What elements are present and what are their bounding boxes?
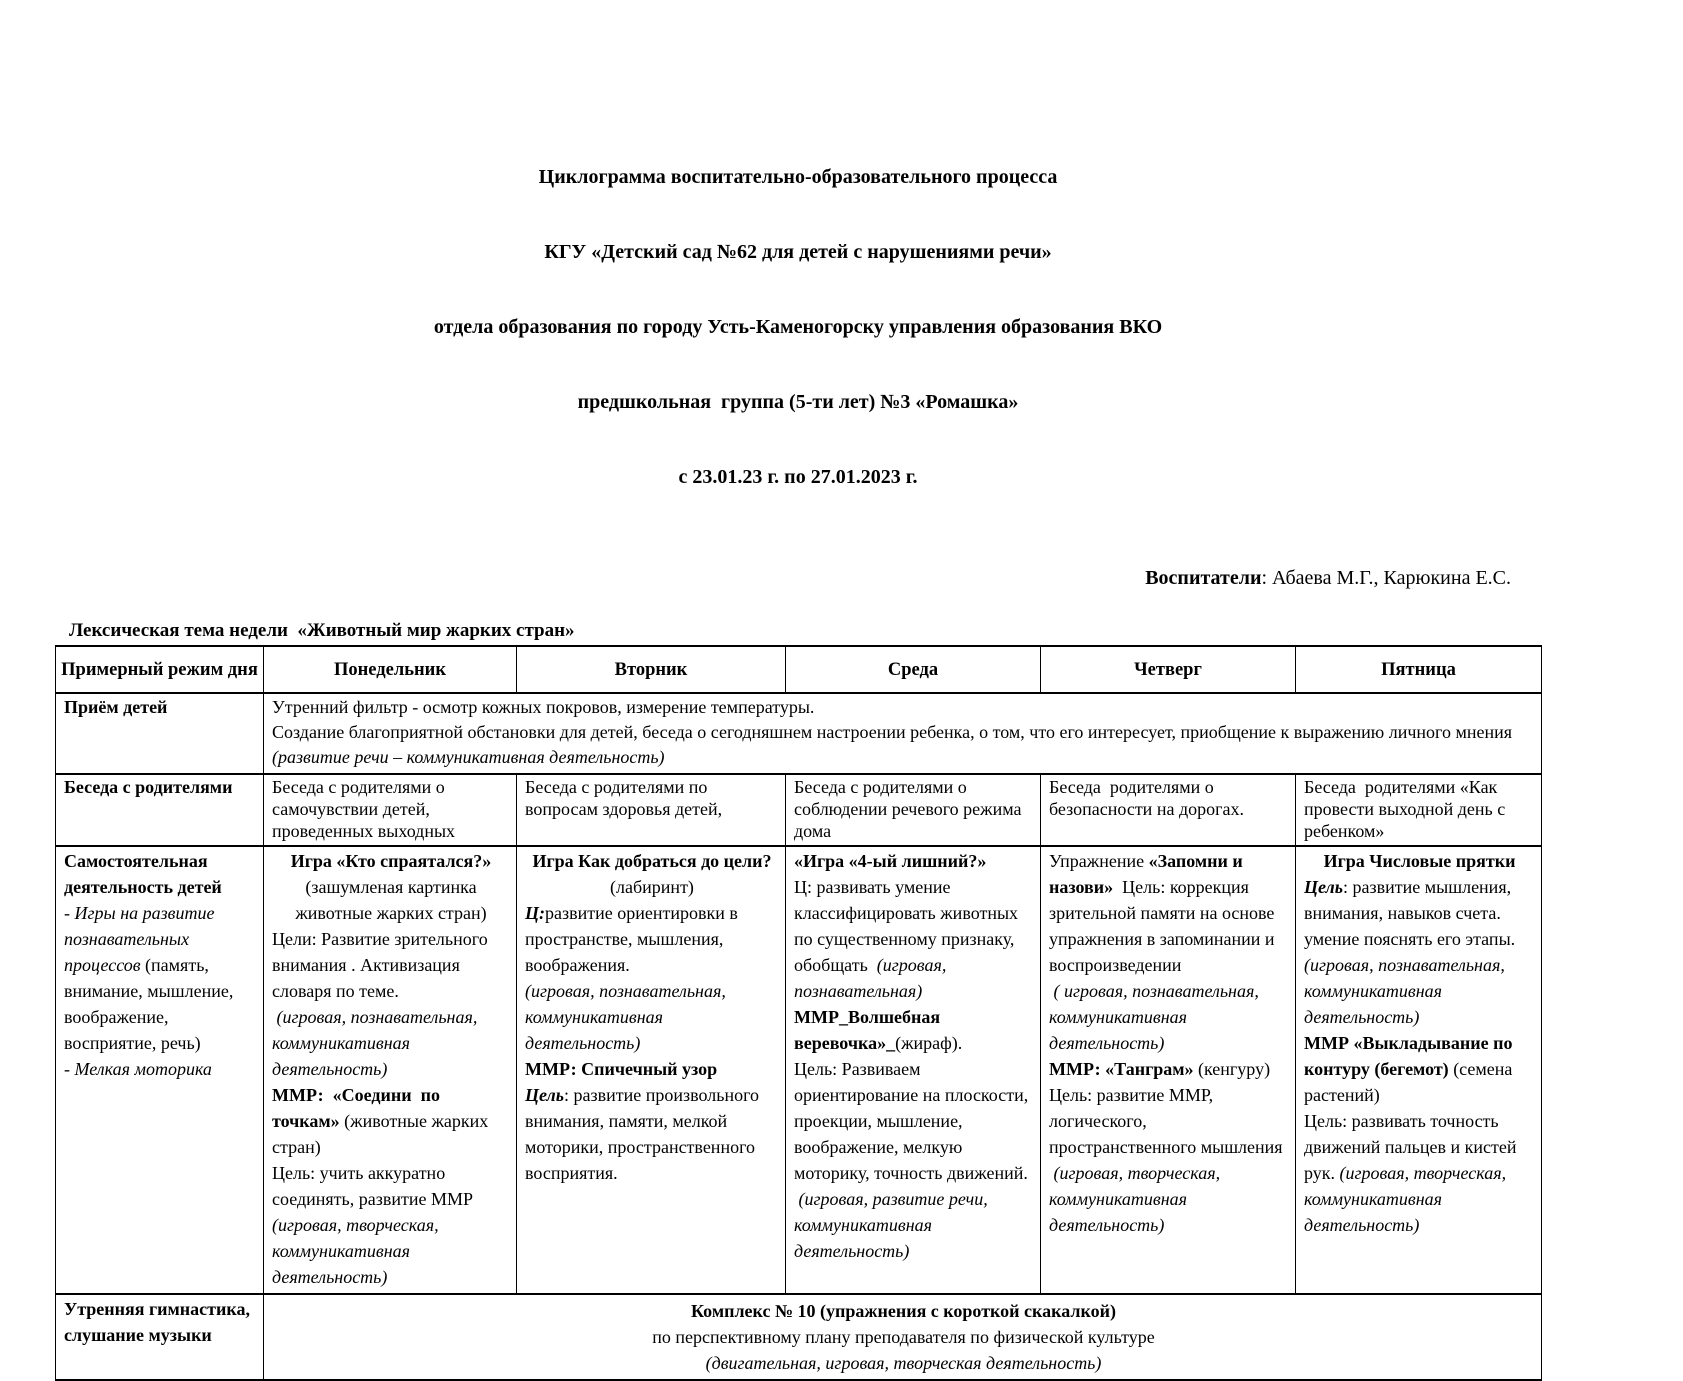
- text-block: Цель: развитие произвольного внимания, памяти, мелкой моторики, пространственного восприятия.: [525, 1085, 764, 1183]
- cell-independent-tuesday: [517, 846, 786, 1294]
- text-block: Цели: Развитие зрительного внимания . Активизация словаря по теме.: [272, 929, 493, 1001]
- text-block: «Игра «4-ый лишний?»: [794, 851, 987, 871]
- text-block: Самостоятельная деятельность детей: [64, 851, 222, 897]
- cell-independent-friday: [1296, 846, 1542, 1294]
- text-block: Утренний фильтр - осмотр кожных покровов, измерение температуры.: [272, 697, 815, 717]
- document-header: [55, 115, 1541, 540]
- text-block: Цель: Развиваем ориентирование на плоскости, проекции, мышление, воображение, мелкую моторику, точность движений.: [794, 1059, 1033, 1183]
- text-block: (двигательная, игровая, творческая деятельность): [705, 1353, 1102, 1373]
- row-morning-gymnastics: [56, 1294, 1542, 1380]
- title-line-3: отдела образования по городу Усть-Каменогорску управления образования ВКО: [433, 316, 1163, 338]
- text-block: (игровая, развитие речи, коммуникативная деятельность): [794, 1189, 993, 1261]
- text-block: ( игровая, познавательная, коммуникативная деятельность): [1049, 981, 1264, 1053]
- text-block: Игра «Кто спраятался?»: [290, 851, 492, 871]
- text-block: Беседа с родителями о соблюдении речевого режима дома: [794, 777, 1026, 841]
- column-header-thursday: Четверг: [1041, 646, 1296, 693]
- text-block: Беседа с родителями о самочувствии детей, проведенных выходных: [272, 777, 456, 841]
- cell-parent-talk-tuesday: [517, 774, 786, 846]
- row-independent-activity: [56, 846, 1542, 1294]
- teachers-line: [55, 541, 1541, 616]
- row-reception: [56, 693, 1542, 774]
- text-block: Беседа родителями о безопасности на дорогах.: [1049, 777, 1244, 819]
- table-header-row: [56, 646, 1542, 693]
- text-block: Беседа с родителями по вопросам здоровья детей,: [525, 777, 723, 819]
- text-block: Беседа родителями «Как провести выходной день с ребенком»: [1304, 777, 1510, 841]
- row-parent-talk: [56, 774, 1542, 846]
- row-morning-gymnastics-content: [264, 1294, 1542, 1380]
- text-block: Игра Как добраться до цели? (лабиринт): [532, 851, 777, 897]
- text-block: Цель: развивать точность движений пальцев и кистей рук. (игровая, творческая, коммуникативная деятельность): [1304, 1111, 1521, 1235]
- cell-parent-talk-wednesday: [786, 774, 1041, 846]
- text-block: Создание благоприятной обстановки для детей, беседа о сегодняшнем настроении ребенка, о том, что его интересует, приобщение к выражению личного мнения (развитие речи – коммуникативная деятельность): [272, 722, 1517, 767]
- page: [55, 0, 1541, 1381]
- text-block: по перспективному плану преподавателя по физической культуре: [652, 1327, 1155, 1347]
- text-block: (игровая, творческая, коммуникативная деятельность): [1049, 1163, 1225, 1235]
- text-block: Комплекс № 10 (упражнения с короткой скакалкой): [691, 1301, 1116, 1321]
- column-header-tuesday: Вторник: [517, 646, 786, 693]
- schedule-table: [55, 645, 1542, 1381]
- row-reception-content: [264, 693, 1542, 774]
- row-morning-gymnastics-label: [56, 1294, 264, 1380]
- text-block: ММР: «Танграм» (кенгуру): [1049, 1059, 1271, 1079]
- row-parent-talk-label: [56, 774, 264, 846]
- title-line-4: предшкольная группа (5-ти лет) №3 «Ромашка»: [577, 391, 1019, 413]
- text-block: Приём детей: [64, 697, 168, 717]
- text-block: Игра Числовые прятки: [1323, 851, 1516, 871]
- week-theme: Лексическая тема недели «Животный мир жарких стран»: [69, 620, 575, 641]
- text-block: Ц: развивать умение классифицировать животных по существенному признаку, обобщать (игровая, познавательная): [794, 877, 1023, 1001]
- text-block: (зашумленая картинка животные жарких стран): [295, 877, 487, 923]
- text-block: ММР: «Соедини по точкам» (животные жарких стран): [272, 1085, 493, 1157]
- title-line-5: с 23.01.23 г. по 27.01.2023 г.: [678, 466, 918, 488]
- title-line-1: Циклограмма воспитательно-образовательного процесса: [538, 166, 1058, 188]
- text-block: (игровая, творческая, коммуникативная деятельность): [272, 1215, 444, 1287]
- text-block: Утренняя гимнастика, слушание музыки: [64, 1299, 255, 1345]
- text-block: - Игры на развитие познавательных процессов (память, внимание, мышление, воображение, восприятие, речь): [64, 903, 238, 1053]
- cell-independent-wednesday: [786, 846, 1041, 1294]
- text-block: Упражнение «Запомни и назови» Цель: коррекция зрительной памяти на основе упражнения в запоминании и воспроизведении: [1049, 851, 1280, 975]
- cell-parent-talk-friday: [1296, 774, 1542, 846]
- cell-independent-monday: [264, 846, 517, 1294]
- column-header-wednesday: Среда: [786, 646, 1041, 693]
- text-block: (игровая, познавательная, коммуникативная деятельность): [525, 981, 731, 1053]
- text-block: - Мелкая моторика: [64, 1059, 212, 1079]
- row-independent-activity-label: [56, 846, 264, 1294]
- row-reception-label: [56, 693, 264, 774]
- text-block: Беседа с родителями: [64, 777, 233, 797]
- text-block: ММР_Волшебная веревочка»_(жираф).: [794, 1007, 963, 1053]
- column-header-regime: Примерный режим дня: [56, 646, 264, 693]
- column-header-monday: Понедельник: [264, 646, 517, 693]
- teachers-label: Воспитатели: [1145, 567, 1262, 589]
- text-block: Цель: развитие ММР, логического, пространственного мышления: [1049, 1085, 1283, 1157]
- title-line-2: КГУ «Детский сад №62 для детей с нарушениями речи»: [544, 241, 1052, 263]
- text-block: Цель: учить аккуратно соединять, развитие ММР: [272, 1163, 473, 1209]
- column-header-friday: Пятница: [1296, 646, 1542, 693]
- text-block: Цель: развитие мышления, внимания, навыков счета. умение пояснять его этапы.: [1304, 877, 1516, 949]
- text-block: (игровая, познавательная, коммуникативная деятельность): [1304, 955, 1510, 1027]
- text-block: (игровая, познавательная, коммуникативная деятельность): [272, 1007, 482, 1079]
- text-block: ММР: Спичечный узор: [525, 1059, 718, 1079]
- teachers-names: : Абаева М.Г., Карюкина Е.С.: [1261, 567, 1511, 589]
- cell-parent-talk-thursday: [1041, 774, 1296, 846]
- cell-independent-thursday: [1041, 846, 1296, 1294]
- text-block: ММР «Выкладывание по контуру (бегемот) (семена растений): [1304, 1033, 1517, 1105]
- text-block: Ц:развитие ориентировки в пространстве, мышления, воображения.: [525, 903, 743, 975]
- cell-parent-talk-monday: [264, 774, 517, 846]
